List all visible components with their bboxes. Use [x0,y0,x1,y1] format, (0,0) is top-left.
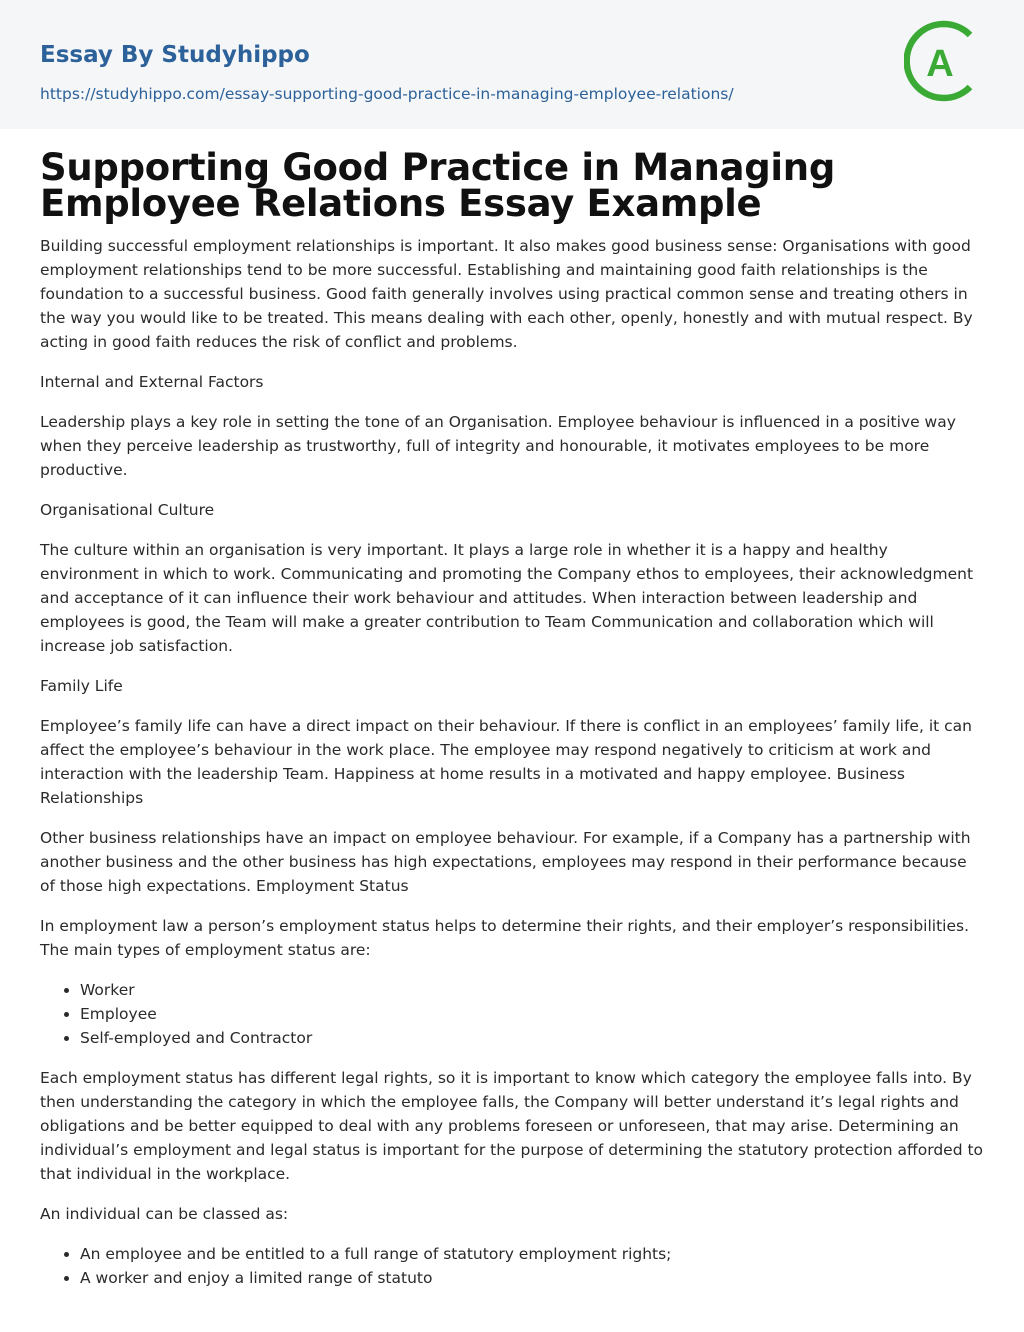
article-paragraph: Internal and External Factors [40,373,264,391]
article-paragraph: The culture within an organisation is very important. It plays a large role in whether it is a happy and healthy environment in which to work. Communicating and promoting the Company ethos to employees, their acknowledgment and acceptance of it can influence their work behaviour and attitudes. When interaction between leadership and employees is good, the Team will make a greater contribution to Team Communication and collaboration which will increase job satisfaction. [40,541,974,655]
article-paragraph: Other business relationships have an impact on employee behaviour. For example, if a Company has a partnership with another business and the other business has high expectations, employees may respond in their performance because of those high expectations. Employment Status [40,829,971,895]
article [40,146,986,1306]
studyhippo-logo-icon[interactable] [904,18,990,104]
bullet-list [40,1242,986,1290]
page-url-link[interactable]: https://studyhippo.com/essay-supporting-good-practice-in-managing-employee-relations/ [40,85,734,103]
article-paragraph: Leadership plays a key role in setting the tone of an Organisation. Employee behaviour is influenced in a positive way when they perceive leadership as trustworthy, full of integrity and honourable, it motivates employees to be more productive. [40,413,956,479]
page-title: Supporting Good Practice in Managing Employee Relations Essay Example [40,146,836,225]
article-body [40,234,986,1290]
list-item: • A worker and enjoy a limited range of statuto [80,1266,986,1290]
bullet-list [40,978,986,1050]
article-paragraph: Organisational Culture [40,501,215,519]
site-header [0,0,1024,129]
logo-letter: A [926,43,954,85]
article-paragraph: Family Life [40,677,123,695]
article-paragraph: Employee’s family life can have a direct impact on their behaviour. If there is conflict in an employees’ family life, it can affect the employee’s behaviour in the work place. The employee may respond negatively to criticism at work and interaction with the leadership Team. Happiness at home results in a motivated and happy employee. Business Relationships [40,717,972,807]
list-item: • Self-employed and Contractor [80,1026,986,1050]
list-item: • Worker [80,978,986,1002]
list-item: • An employee and be entitled to a full range of statutory employment rights; [80,1242,986,1266]
article-paragraph: In employment law a person’s employment status helps to determine their rights, and their employer’s responsibilities. The main types of employment status are: [40,917,969,959]
site-title[interactable]: Essay By Studyhippo [40,42,310,68]
article-paragraph: Building successful employment relationships is important. It also makes good business sense: Organisations with good employment relationships tend to be more successful. Establishing and maintaining good faith relationships is the foundation to a successful business. Good faith generally involves using practical common sense and treating others in the way you would like to be treated. This means dealing with each other, openly, honestly and with mutual respect. By acting in good faith reduces the risk of conflict and problems. [40,237,973,351]
article-paragraph: An individual can be classed as: [40,1205,289,1223]
article-paragraph: Each employment status has different legal rights, so it is important to know which category the employee falls into. By then understanding the category in which the employee falls, the Company will better understand it’s legal rights and obligations and be better equipped to deal with any problems foreseen or unforeseen, that may arise. Determining an individual’s employment and legal status is important for the purpose of determining the statutory protection afforded to that individual in the workplace. [40,1069,984,1183]
list-item: • Employee [80,1002,986,1026]
